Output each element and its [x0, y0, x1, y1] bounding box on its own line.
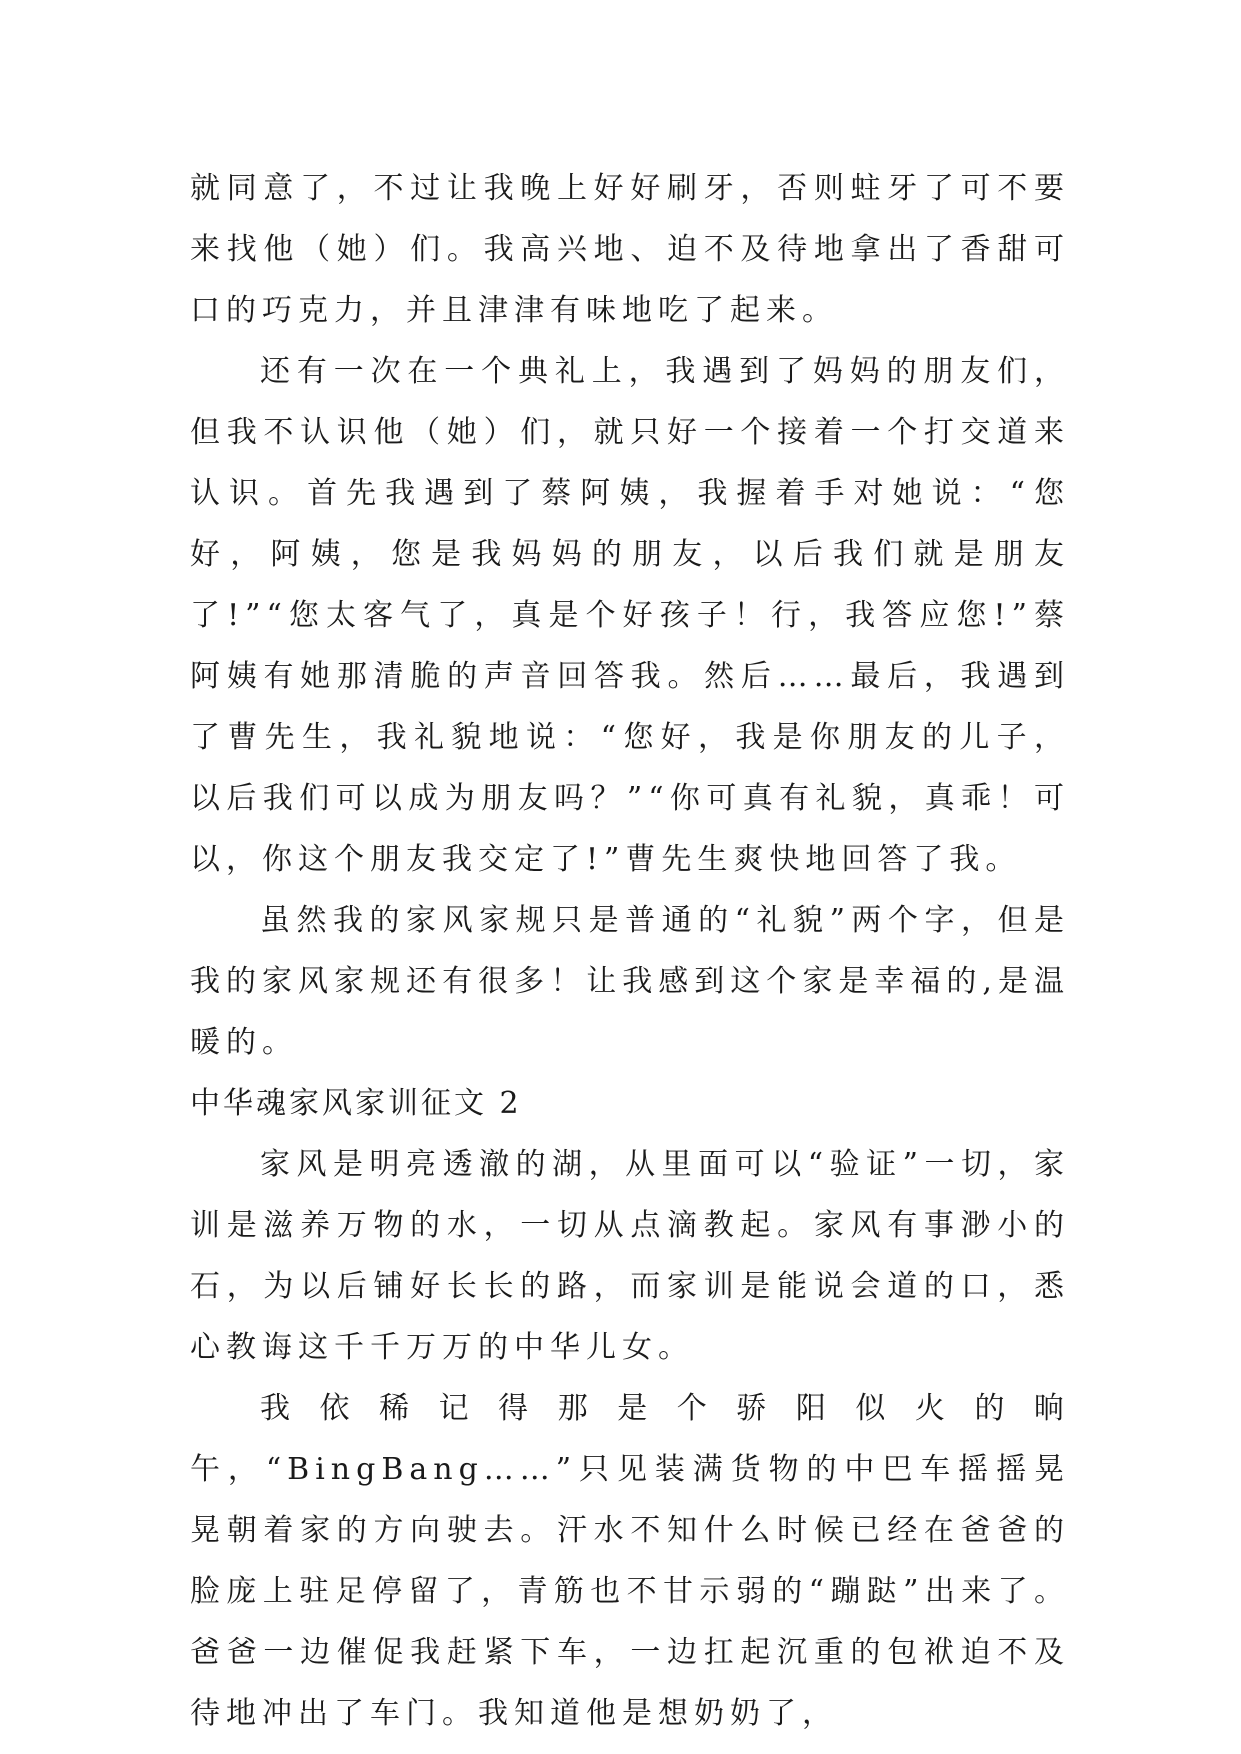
section-heading: 中华魂家风家训征文 2: [190, 1086, 522, 1121]
paragraph-ceremony: 还有一次在一个典礼上，我遇到了妈妈的朋友们，但我不认识他（她）们，就只好一个接着一个打交道来认识。首先我遇到了蔡阿姨，我握着手对她说：“您好，阿姨，您是我妈妈的朋友，以后我们就是朋友了!”“您太客气了，真是个好孩子！行，我答应您!”蔡阿姨有她那清脆的声音回答我。然后……最后，我遇到了曹先生，我礼貌地说：“您好，我是你朋友的儿子，以后我们可以成为朋友吗？”“你可真有礼貌，真乖！可以，你这个朋友我交定了!”曹先生爽快地回答了我。: [190, 354, 1070, 877]
paragraph-memory: 我依稀记得那是个骄阳似火的晌午，“BingBang……”只见装满货物的中巴车摇摇晃晃朝着家的方向驶去。汗水不知什么时候已经在爸爸的脸庞上驻足停留了，青筋也不甘示弱的“蹦跶”出来了。爸爸一边催促我赶紧下车，一边扛起沉重的包袱迫不及待地冲出了车门。我知道他是想奶奶了，: [190, 1391, 1070, 1731]
paragraph-conclusion: 虽然我的家风家规只是普通的“礼貌”两个字，但是我的家风家规还有很多！让我感到这个家是幸福的,是温暖的。: [190, 903, 1070, 1060]
paragraph-continuation: 就同意了，不过让我晚上好好刷牙，否则蛀牙了可不要来找他（她）们。我高兴地、迫不及待地拿出了香甜可口的巧克力，并且津津有味地吃了起来。: [190, 171, 1070, 328]
paragraph-family-style: 家风是明亮透澈的湖，从里面可以“验证”一切，家训是滋养万物的水，一切从点滴教起。家风有事渺小的石，为以后铺好长长的路，而家训是能说会道的口，悉心教诲这千千万万的中华儿女。: [190, 1147, 1070, 1365]
document-body: [190, 158, 1070, 1744]
